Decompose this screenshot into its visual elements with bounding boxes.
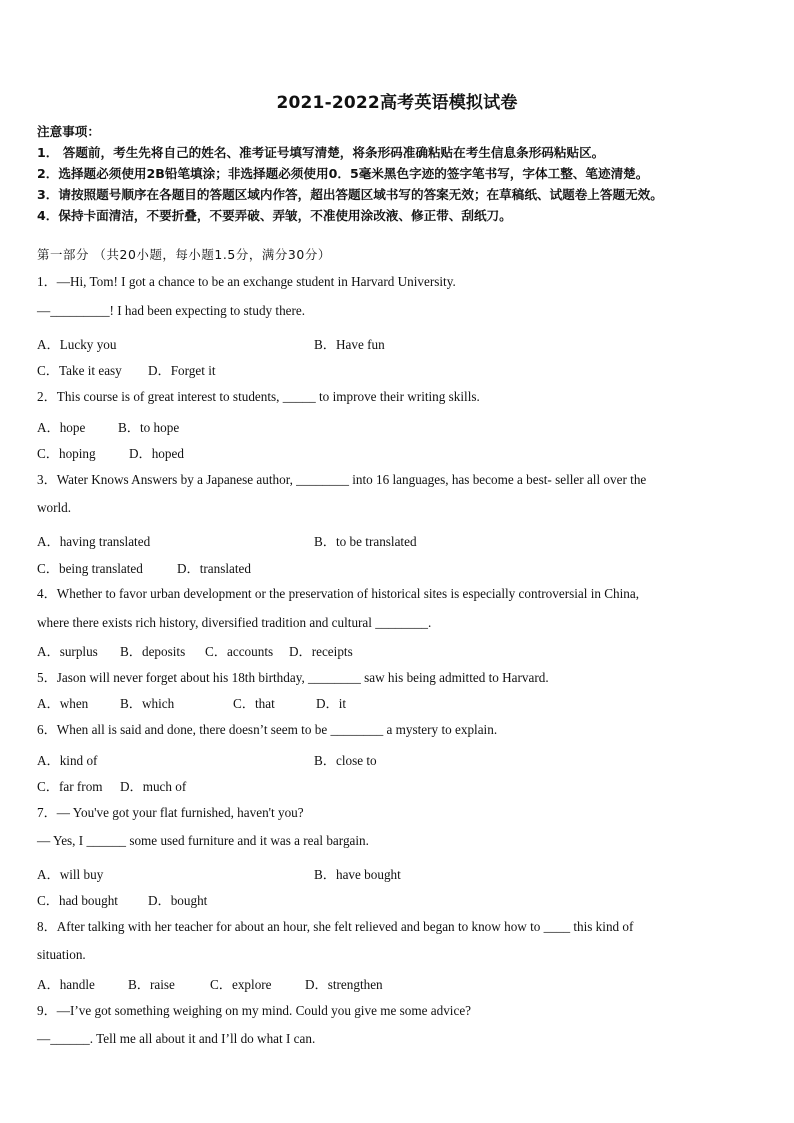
option-d: D．translated bbox=[177, 561, 251, 576]
question-stem: situation. bbox=[37, 947, 86, 962]
option-d: D．receipts bbox=[289, 644, 353, 659]
question-stem: 9．—I’ve got something weighing on my mind. Could you give me some advice? bbox=[37, 1003, 472, 1018]
notes-heading: 注意事项： bbox=[37, 124, 100, 139]
option-d: D．much of bbox=[120, 779, 187, 794]
question-stem: 1．—Hi, Tom! I got a chance to be an exchange student in Harvard University. bbox=[37, 274, 456, 289]
option-d: D．it bbox=[316, 696, 347, 711]
option-b: B．to hope bbox=[118, 420, 180, 435]
question-stem: 5．Jason will never forget about his 18th birthday, ________ saw his being admitted to Harvard. bbox=[37, 670, 549, 685]
option-a: A．Lucky you bbox=[37, 337, 117, 352]
question-stem: 6．When all is said and done, there doesn’t seem to be ________ a mystery to explain. bbox=[37, 722, 498, 737]
page-title: 2021-2022高考英语模拟试卷 bbox=[276, 93, 518, 113]
option-b: B．close to bbox=[314, 753, 377, 768]
question-stem: —_________! I had been expecting to study there. bbox=[37, 303, 306, 318]
option-b: B．have bought bbox=[314, 867, 401, 882]
question-stem: — Yes, I ______ some used furniture and it was a real bargain. bbox=[37, 833, 369, 848]
question-stem: 4．Whether to favor urban development or the preservation of historical sites is especially controversial in China, bbox=[37, 586, 640, 601]
option-b: B．deposits bbox=[120, 644, 186, 659]
option-a: A．handle bbox=[37, 977, 95, 992]
option-d: D．bought bbox=[148, 893, 208, 908]
option-c: C．far from bbox=[37, 779, 103, 794]
question-stem: —______. Tell me all about it and I’ll do what I can. bbox=[37, 1031, 316, 1046]
option-c: C．hoping bbox=[37, 446, 96, 461]
option-b: B．raise bbox=[128, 977, 175, 992]
option-a: A．when bbox=[37, 696, 89, 711]
option-a: A．kind of bbox=[37, 753, 98, 768]
option-a: A．surplus bbox=[37, 644, 98, 659]
option-c: C．being translated bbox=[37, 561, 143, 576]
question-stem: 7．— You've got your flat furnished, haven't you? bbox=[37, 805, 304, 820]
option-d: D．Forget it bbox=[148, 363, 216, 378]
question-stem: world. bbox=[37, 500, 72, 515]
note-item: 3．请按照题号顺序在各题目的答题区域内作答，超出答题区域书写的答案无效；在草稿纸、试题卷上答题无效。 bbox=[37, 187, 663, 202]
option-b: B．to be translated bbox=[314, 534, 417, 549]
question-stem: 3．Water Knows Answers by a Japanese author, ________ into 16 languages, has become a best- seller all over the bbox=[37, 472, 647, 487]
option-c: C．accounts bbox=[205, 644, 274, 659]
note-item: 4．保持卡面清洁，不要折叠，不要弄破、弄皱，不准使用涂改液、修正带、刮纸刀。 bbox=[37, 208, 512, 223]
option-d: D．strengthen bbox=[305, 977, 383, 992]
option-a: A．having translated bbox=[37, 534, 151, 549]
question-stem: 2．This course is of great interest to students, _____ to improve their writing skills. bbox=[37, 389, 480, 404]
option-d: D．hoped bbox=[129, 446, 184, 461]
option-b: B．which bbox=[120, 696, 175, 711]
option-a: A．hope bbox=[37, 420, 86, 435]
section-heading: 第一部分 （共20小题，每小题1.5分，满分30分） bbox=[37, 247, 331, 262]
question-stem: where there exists rich history, diversified tradition and cultural ________. bbox=[37, 615, 432, 630]
option-c: C．that bbox=[233, 696, 275, 711]
option-c: C．Take it easy bbox=[37, 363, 122, 378]
option-a: A．will buy bbox=[37, 867, 104, 882]
option-c: C．had bought bbox=[37, 893, 118, 908]
option-c: C．explore bbox=[210, 977, 272, 992]
option-b: B．Have fun bbox=[314, 337, 385, 352]
note-item: 2．选择题必须使用2B铅笔填涂；非选择题必须使用0．5毫米黑色字迹的签字笔书写，字体工整、笔迹清楚。 bbox=[37, 166, 649, 181]
question-stem: 8．After talking with her teacher for about an hour, she felt relieved and began to know how to ____ this kind of bbox=[37, 919, 634, 934]
note-item: 1． 答题前，考生先将自己的姓名、准考证号填写清楚，将条形码准确粘贴在考生信息条形码粘贴区。 bbox=[37, 145, 605, 160]
